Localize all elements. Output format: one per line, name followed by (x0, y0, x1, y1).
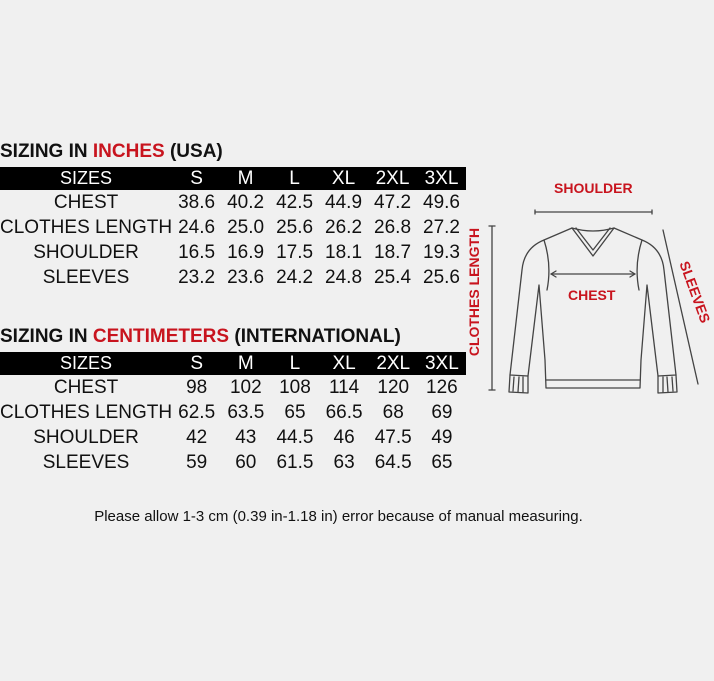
table-header-row (0, 167, 466, 190)
table-cell: 42 (186, 426, 208, 448)
header-label: SIZES (0, 352, 172, 375)
table-cell: 26.8 (374, 216, 412, 238)
inches-section-title (0, 141, 223, 163)
table-cell: 120 (377, 376, 410, 398)
table-cell: 24.2 (276, 266, 314, 288)
table-cell: 19.3 (423, 241, 460, 263)
table-cell: 108 (279, 376, 311, 398)
table-cell: 26.2 (325, 216, 363, 238)
table-cell: 23.6 (227, 266, 265, 288)
table-row (0, 400, 466, 425)
table-cell: 65 (284, 401, 306, 423)
table-cell: 126 (426, 376, 458, 398)
table-cell: 49.6 (423, 191, 460, 213)
size-header: L (270, 167, 319, 190)
size-header: M (221, 352, 270, 375)
table-cell: 25.4 (374, 266, 412, 288)
measurement-note: Please allow 1-3 cm (0.39 in-1.18 in) error because of manual measuring. (94, 508, 583, 525)
size-header: S (172, 167, 221, 190)
row-label: SHOULDER (33, 426, 139, 448)
table-cell: 47.5 (374, 426, 412, 448)
table-cell: 66.5 (325, 401, 363, 423)
size-header: 3XL (417, 167, 466, 190)
table-cell: 44.9 (325, 191, 363, 213)
table-cell: 18.1 (325, 241, 363, 263)
table-cell: 65 (431, 451, 453, 473)
table-cell: 24.8 (325, 266, 363, 288)
row-label: SLEEVES (42, 451, 130, 473)
table-header-row (0, 352, 466, 375)
size-header: 3XL (418, 352, 466, 375)
table-cell: 25.6 (423, 266, 460, 288)
cm-title-accent: CENTIMETERS (92, 326, 230, 347)
table-cell: 62.5 (178, 401, 216, 423)
size-header: S (172, 352, 221, 375)
table-cell: 69 (431, 401, 453, 423)
table-cell: 47.2 (374, 191, 412, 213)
sleeves-label: SLEEVES (676, 258, 714, 326)
table-cell: 42.5 (276, 191, 314, 213)
table-cell: 59 (186, 451, 208, 473)
table-cell: 63.5 (227, 401, 265, 423)
table-cell: 64.5 (374, 451, 412, 473)
table-cell: 63 (333, 451, 355, 473)
table-row (0, 265, 466, 290)
size-header: XL (320, 352, 369, 375)
table-cell: 27.2 (423, 216, 460, 238)
inches-title-accent: INCHES (92, 141, 165, 162)
cm-title-prefix: SIZING IN (0, 326, 93, 347)
inches-size-table (0, 167, 466, 290)
size-header: 2XL (369, 352, 418, 375)
table-row (0, 450, 466, 475)
size-header: XL (319, 167, 368, 190)
table-row (0, 215, 466, 240)
row-label: CHEST (53, 376, 119, 398)
clothes-length-label: CLOTHES LENGTH (466, 227, 482, 357)
table-cell: 16.5 (178, 241, 216, 263)
table-cell: 38.6 (178, 191, 216, 213)
row-label: CLOTHES LENGTH (0, 401, 173, 423)
size-header: L (270, 352, 319, 375)
table-cell: 18.7 (374, 241, 412, 263)
table-cell: 17.5 (276, 241, 314, 263)
measurement-diagram (462, 170, 714, 410)
table-cell: 60 (235, 451, 257, 473)
size-header: M (221, 167, 270, 190)
size-header: 2XL (368, 167, 417, 190)
table-cell: 25.0 (227, 216, 265, 238)
inches-title-suffix: (USA) (164, 141, 223, 162)
table-row (0, 425, 466, 450)
inches-title-prefix: SIZING IN (0, 141, 93, 162)
row-label: SLEEVES (42, 266, 130, 288)
table-cell: 43 (235, 426, 257, 448)
table-cell: 23.2 (178, 266, 216, 288)
table-cell: 61.5 (276, 451, 314, 473)
row-label: CHEST (53, 191, 119, 213)
table-cell: 102 (229, 376, 262, 398)
shoulder-label: SHOULDER (554, 180, 633, 196)
cm-title-suffix: (INTERNATIONAL) (229, 326, 401, 347)
table-cell: 24.6 (178, 216, 216, 238)
row-label: CLOTHES LENGTH (0, 216, 173, 238)
chest-label: CHEST (568, 287, 616, 303)
table-row (0, 375, 466, 400)
row-label: SHOULDER (33, 241, 139, 263)
table-row (0, 190, 466, 215)
cm-section-title (0, 326, 401, 348)
table-cell: 114 (328, 376, 360, 398)
table-cell: 49 (431, 426, 453, 448)
table-cell: 40.2 (227, 191, 265, 213)
table-cell: 46 (333, 426, 355, 448)
table-cell: 68 (382, 401, 404, 423)
table-cell: 25.6 (276, 216, 314, 238)
table-cell: 44.5 (276, 426, 314, 448)
table-cell: 16.9 (227, 241, 265, 263)
table-cell: 98 (186, 376, 208, 398)
header-label: SIZES (0, 167, 172, 190)
cm-size-table (0, 352, 466, 475)
table-row (0, 240, 466, 265)
